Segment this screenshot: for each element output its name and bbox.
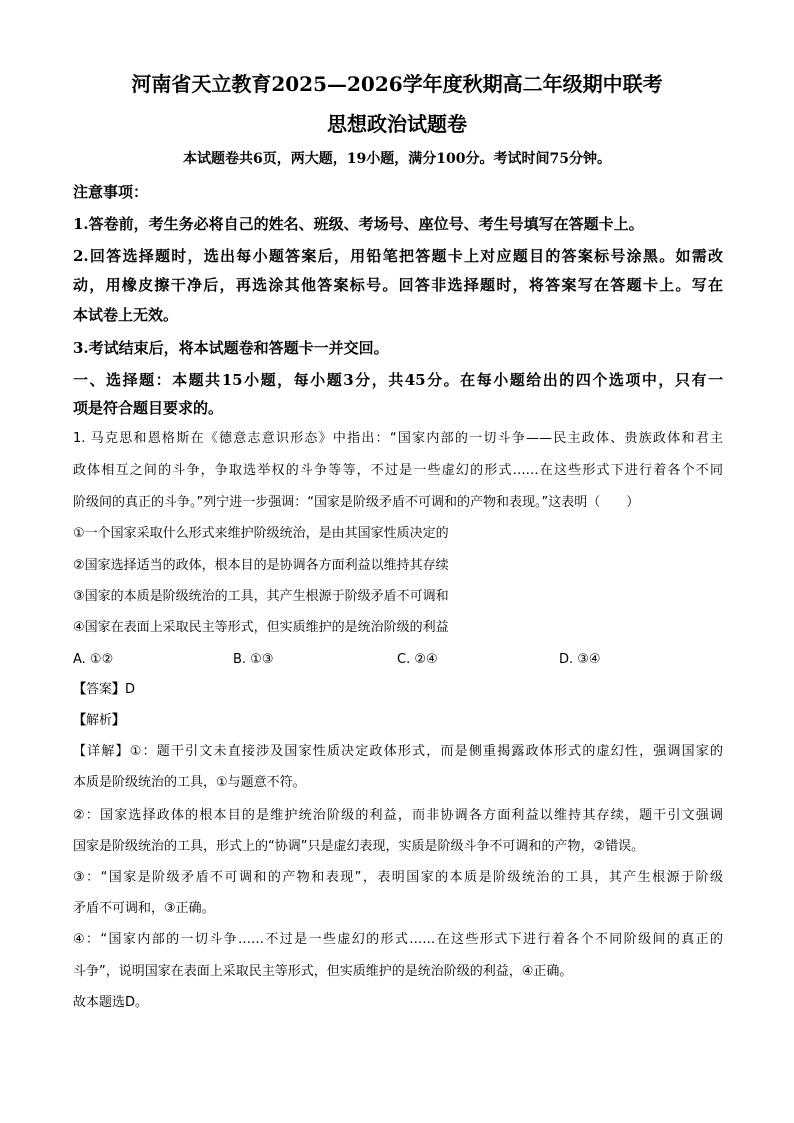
notice-heading: 注意事项： — [73, 183, 149, 201]
explanation-line: 本质是阶级统治的工具，①与题意不符。 — [73, 775, 306, 790]
answer-bracket-close: 】 — [112, 682, 126, 697]
analysis-line — [73, 711, 723, 731]
explanation-line: 斗争”，说明国家在表面上采取民主等形式，但实质维护的是统治阶级的利益，④正确。 — [73, 964, 573, 979]
answer-line — [73, 680, 723, 700]
notice-item: 动，用橡皮擦干净后，再选涂其他答案标号。回答非选择题时，将答案写在答题卡上。写在 — [73, 276, 723, 294]
question-stem: 政体相互之间的斗争，争取选举权的斗争等等，不过是一些虚幻的形式……在这些形式下进行着各个不同 — [73, 463, 723, 478]
answer-bracket-open: 【 — [73, 682, 87, 697]
explanation-line: ④：“国家内部的一切斗争……不过是一些虚幻的形式……在这些形式下进行着各个不同阶级间的真正的 — [73, 932, 723, 947]
notice-item: 2.回答选择题时，选出每小题答案后，用铅笔把答题卡上对应题目的答案标号涂黑。如需改 — [73, 247, 723, 265]
notice-item: 本试卷上无效。 — [73, 306, 179, 324]
statement-1: ①一个国家采取什么形式来维护阶级统治，是由其国家性质决定的 — [73, 526, 449, 541]
explanation-line: 矛盾不可调和，③正确。 — [73, 901, 215, 916]
explanation-line: ③：“国家是阶级矛盾不可调和的产物和表现”，表明国家的本质是阶级统治的工具，其产生根源于阶级 — [73, 870, 723, 885]
statement-3: ③国家的本质是阶级统治的工具，其产生根源于阶级矛盾不可调和 — [73, 589, 449, 604]
exam-info: 本试题卷共6页，两大题，19小题，满分100分。考试时间75分钟。 — [183, 151, 611, 167]
explanation-line: 国家是阶级统治的工具，形式上的“协调”只是虚幻表现，实质是阶级斗争不可调和的产物，②错误。 — [73, 839, 645, 854]
section-heading: 一、选择题：本题共15小题，每小题3分，共45分。在每小题给出的四个选项中，只有一 — [73, 371, 723, 389]
option-d: D. ③④ — [559, 652, 601, 667]
question-stem: 1. 马克思和恩格斯在《德意志意识形态》中指出：“国家内部的一切斗争——民主政体、贵族政体和君主 — [73, 431, 723, 446]
notice-item: 1.答卷前，考生务必将自己的姓名、班级、考场号、座位号、考生号填写在答题卡上。 — [73, 215, 644, 233]
explanation-line: 【详解】①：题干引文未直接涉及国家性质决定政体形式，而是侧重揭露政体形式的虚幻性，强调国家的 — [73, 744, 723, 759]
answer-value: D — [125, 682, 136, 697]
option-c: C. ②④ — [397, 652, 438, 667]
statement-2: ②国家选择适当的政体，根本目的是协调各方面利益以维持其存续 — [73, 558, 449, 573]
analysis-bracket-open: 【 — [73, 713, 87, 728]
analysis-label: 解析 — [86, 713, 113, 728]
option-a: A. ①② — [73, 652, 114, 667]
explanation-line: ②：国家选择政体的根本目的是维护统治阶级的利益，而非协调各方面利益以维持其存续，题干引文强调 — [73, 808, 723, 823]
option-b: B. ①③ — [233, 652, 274, 667]
section-heading-cont: 项是符合题目要求的。 — [73, 399, 224, 417]
analysis-bracket-close: 】 — [112, 713, 126, 728]
explanation-line: 故本题选D。 — [73, 995, 149, 1010]
answer-label: 答案 — [86, 682, 113, 697]
statement-4: ④国家在表面上采取民主等形式，但实质维护的是统治阶级的利益 — [73, 620, 449, 635]
exam-subject: 思想政治试题卷 — [327, 112, 467, 136]
exam-title: 河南省天立教育2025—2026学年度秋期高二年级期中联考 — [131, 72, 663, 96]
question-stem: 阶级间的真正的斗争。”列宁进一步强调：“国家是阶级矛盾不可调和的产物和表现。”这表明（ ） — [73, 495, 640, 510]
notice-item: 3.考试结束后，将本试题卷和答题卡一并交回。 — [73, 339, 389, 357]
